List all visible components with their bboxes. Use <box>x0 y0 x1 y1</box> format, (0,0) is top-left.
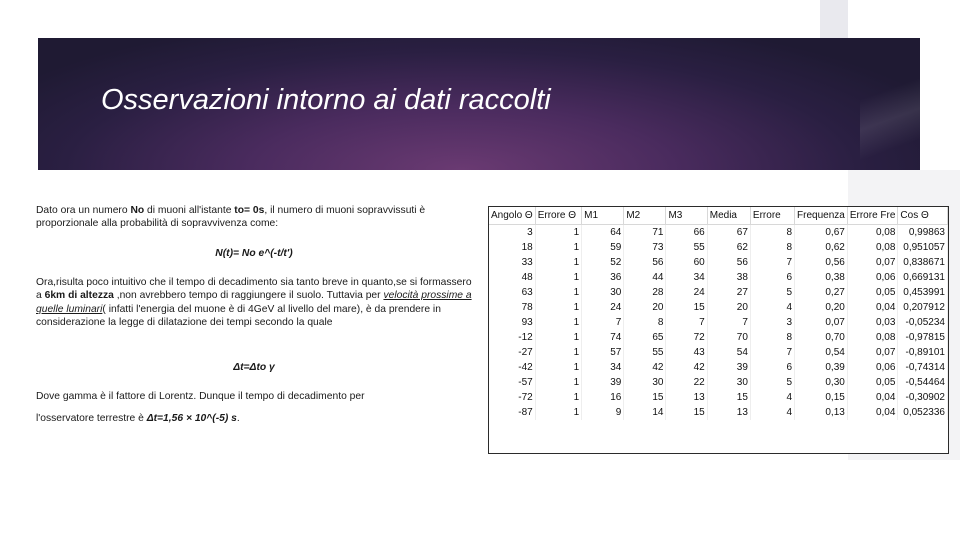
table-cell: 0,30 <box>795 375 848 390</box>
table-cell: 0,70 <box>795 330 848 345</box>
table-cell: 15 <box>707 390 750 405</box>
data-table-image <box>488 206 949 454</box>
text-segment: . <box>236 413 240 424</box>
table-cell: 24 <box>666 285 707 300</box>
banner-shine <box>860 38 920 170</box>
table-cell: 7 <box>750 255 794 270</box>
table-cell: 44 <box>624 270 666 285</box>
table-cell: 0,951057 <box>898 240 948 255</box>
table-cell: 1 <box>535 360 581 375</box>
table-cell: 72 <box>666 330 707 345</box>
table-row <box>489 255 948 270</box>
table-cell: 30 <box>707 375 750 390</box>
table-cell: -72 <box>489 390 535 405</box>
table-cell: 0,838671 <box>898 255 948 270</box>
table-cell: 0,39 <box>795 360 848 375</box>
table-cell: 0,99863 <box>898 225 948 241</box>
table-cell: 0,15 <box>795 390 848 405</box>
table-cell: -57 <box>489 375 535 390</box>
table-row <box>489 405 948 420</box>
table-row <box>489 330 948 345</box>
table-cell: 0,04 <box>847 300 898 315</box>
table-cell: 65 <box>624 330 666 345</box>
table-cell: 1 <box>535 345 581 360</box>
result-value: Δt=1,56 × 10^(-5) s <box>146 413 237 424</box>
table-cell: -0,89101 <box>898 345 948 360</box>
table-cell: 54 <box>707 345 750 360</box>
formula-dilation: Δt=Δto γ <box>233 362 275 373</box>
table-cell: 8 <box>750 240 794 255</box>
table-row <box>489 270 948 285</box>
table-cell: 7 <box>707 315 750 330</box>
underlined-segment: velocità prossime a quelle luminari <box>36 290 472 315</box>
table-cell: 22 <box>666 375 707 390</box>
table-cell: 0,669131 <box>898 270 948 285</box>
table-cell: 42 <box>624 360 666 375</box>
paragraph-intro <box>36 204 472 231</box>
table-cell: 0,08 <box>847 225 898 241</box>
table-cell: 0,08 <box>847 330 898 345</box>
table-header-cell: Errore Fre <box>847 207 898 225</box>
formula-survival: N(t)= No e^(-t/t') <box>215 248 293 259</box>
table-cell: 30 <box>582 285 624 300</box>
table-header-row <box>489 207 948 225</box>
table-row <box>489 360 948 375</box>
table-cell: 34 <box>582 360 624 375</box>
table-cell: 62 <box>707 240 750 255</box>
table-cell: 0,54 <box>795 345 848 360</box>
table-cell: 0,20 <box>795 300 848 315</box>
table-cell: -0,30902 <box>898 390 948 405</box>
table-cell: -87 <box>489 405 535 420</box>
table-cell: 1 <box>535 375 581 390</box>
text-segment: di muoni all'istante <box>144 205 235 216</box>
table-cell: 13 <box>707 405 750 420</box>
table-cell: 0,453991 <box>898 285 948 300</box>
table-cell: 1 <box>535 285 581 300</box>
table-cell: -42 <box>489 360 535 375</box>
table-cell: 4 <box>750 390 794 405</box>
table-cell: 4 <box>750 405 794 420</box>
table-cell: 0,05 <box>847 285 898 300</box>
table-cell: 16 <box>582 390 624 405</box>
table-cell: 74 <box>582 330 624 345</box>
table-cell: 0,07 <box>847 345 898 360</box>
table-cell: 7 <box>750 345 794 360</box>
table-cell: 33 <box>489 255 535 270</box>
paragraph-lorentz: Dove gamma è il fattore di Lorentz. Dunque il tempo di decadimento per <box>36 391 365 402</box>
table-cell: 0,052336 <box>898 405 948 420</box>
table-cell: 3 <box>750 315 794 330</box>
table-cell: 20 <box>707 300 750 315</box>
table-cell: 18 <box>489 240 535 255</box>
table-cell: 39 <box>707 360 750 375</box>
table-header-cell: Cos Θ <box>898 207 948 225</box>
table-cell: 15 <box>624 390 666 405</box>
table-cell: 5 <box>750 285 794 300</box>
table-header-cell: M1 <box>582 207 624 225</box>
table-header-cell: Errore Θ <box>535 207 581 225</box>
table-cell: 1 <box>535 255 581 270</box>
table-cell: 30 <box>624 375 666 390</box>
table-cell: 0,08 <box>847 240 898 255</box>
table-header-cell: Angolo Θ <box>489 207 535 225</box>
table-cell: -0,54464 <box>898 375 948 390</box>
table-cell: 63 <box>489 285 535 300</box>
table-row <box>489 375 948 390</box>
paragraph-result <box>36 412 472 425</box>
table-cell: 56 <box>624 255 666 270</box>
table-cell: 3 <box>489 225 535 241</box>
table-cell: 36 <box>582 270 624 285</box>
table-cell: 0,56 <box>795 255 848 270</box>
table-cell: 57 <box>582 345 624 360</box>
table-cell: 78 <box>489 300 535 315</box>
table-cell: 0,06 <box>847 270 898 285</box>
table-cell: 55 <box>666 240 707 255</box>
table-cell: 1 <box>535 270 581 285</box>
text-segment: , il numero di muoni sopravvissuti è proporzionale alla probabilità di sopravvivenza come: <box>36 205 426 230</box>
table-header-cell: Media <box>707 207 750 225</box>
table-cell: 1 <box>535 300 581 315</box>
text-segment: Ora,risulta poco intuitivo che il tempo di decadimento sia tanto breve in quanto,se si formassero a <box>36 277 472 302</box>
table-cell: 67 <box>707 225 750 241</box>
table-cell: 0,62 <box>795 240 848 255</box>
table-cell: 1 <box>535 405 581 420</box>
table-cell: 1 <box>535 390 581 405</box>
table-cell: 0,03 <box>847 315 898 330</box>
text-segment: Dato ora un numero <box>36 205 131 216</box>
text-segment: l'osservatore terrestre è <box>36 413 147 424</box>
table-cell: 42 <box>666 360 707 375</box>
table-cell: 39 <box>582 375 624 390</box>
bold-segment: No <box>130 205 145 216</box>
decorative-shape-top <box>820 0 848 38</box>
table-cell: 0,13 <box>795 405 848 420</box>
table-cell: -12 <box>489 330 535 345</box>
table-cell: 70 <box>707 330 750 345</box>
table-cell: 15 <box>666 405 707 420</box>
table-cell: 6 <box>750 360 794 375</box>
table-header-cell: M2 <box>624 207 666 225</box>
table-row <box>489 345 948 360</box>
table-cell: 8 <box>750 330 794 345</box>
table-cell: 1 <box>535 225 581 241</box>
table-cell: 1 <box>535 330 581 345</box>
table-cell: 13 <box>666 390 707 405</box>
table-cell: 1 <box>535 315 581 330</box>
table-cell: 15 <box>666 300 707 315</box>
table-cell: 5 <box>750 375 794 390</box>
table-cell: 14 <box>624 405 666 420</box>
table-row <box>489 300 948 315</box>
table-cell: 38 <box>707 270 750 285</box>
table-cell: 28 <box>624 285 666 300</box>
table-cell: 73 <box>624 240 666 255</box>
table-cell: 59 <box>582 240 624 255</box>
data-table <box>489 207 948 420</box>
table-row <box>489 390 948 405</box>
table-row <box>489 240 948 255</box>
table-cell: 55 <box>624 345 666 360</box>
table-row <box>489 285 948 300</box>
table-cell: 64 <box>582 225 624 241</box>
text-segment: ( infatti l'energia del muone è di 4GeV al livello del mare), è da prendere in considerazione la legge di dilatazione dei tempi secondo la quale <box>36 303 441 329</box>
bold-segment: 6km di altezza <box>44 290 114 302</box>
table-cell: 9 <box>582 405 624 420</box>
table-cell: -0,05234 <box>898 315 948 330</box>
table-cell: 1 <box>535 240 581 255</box>
table-cell: 0,06 <box>847 360 898 375</box>
table-row <box>489 315 948 330</box>
table-cell: 0,04 <box>847 405 898 420</box>
table-cell: 4 <box>750 300 794 315</box>
paragraph-dilation <box>36 276 472 330</box>
slide-title: Osservazioni intorno ai dati raccolti <box>101 84 551 116</box>
table-cell: 0,04 <box>847 390 898 405</box>
table-cell: 20 <box>624 300 666 315</box>
table-cell: 0,67 <box>795 225 848 241</box>
bold-segment: to= 0s <box>234 205 265 216</box>
table-cell: 43 <box>666 345 707 360</box>
table-cell: 8 <box>750 225 794 241</box>
table-cell: 27 <box>707 285 750 300</box>
table-cell: 8 <box>624 315 666 330</box>
table-header-cell: Errore <box>750 207 794 225</box>
table-cell: 0,05 <box>847 375 898 390</box>
table-cell: 0,207912 <box>898 300 948 315</box>
table-cell: -0,97815 <box>898 330 948 345</box>
table-cell: 6 <box>750 270 794 285</box>
table-cell: 93 <box>489 315 535 330</box>
table-cell: -0,74314 <box>898 360 948 375</box>
table-cell: 7 <box>582 315 624 330</box>
table-cell: 48 <box>489 270 535 285</box>
table-row <box>489 225 948 241</box>
table-cell: 56 <box>707 255 750 270</box>
text-segment: ,non avrebbero tempo di raggiungere il suolo. Tuttavia per <box>113 290 384 302</box>
table-cell: 60 <box>666 255 707 270</box>
table-header-cell: Frequenza <box>795 207 848 225</box>
table-cell: 0,27 <box>795 285 848 300</box>
table-cell: 66 <box>666 225 707 241</box>
table-cell: 7 <box>666 315 707 330</box>
table-cell: 0,07 <box>795 315 848 330</box>
table-cell: 24 <box>582 300 624 315</box>
table-cell: 71 <box>624 225 666 241</box>
table-cell: -27 <box>489 345 535 360</box>
table-header-cell: M3 <box>666 207 707 225</box>
table-cell: 52 <box>582 255 624 270</box>
table-cell: 0,38 <box>795 270 848 285</box>
table-cell: 0,07 <box>847 255 898 270</box>
table-cell: 34 <box>666 270 707 285</box>
